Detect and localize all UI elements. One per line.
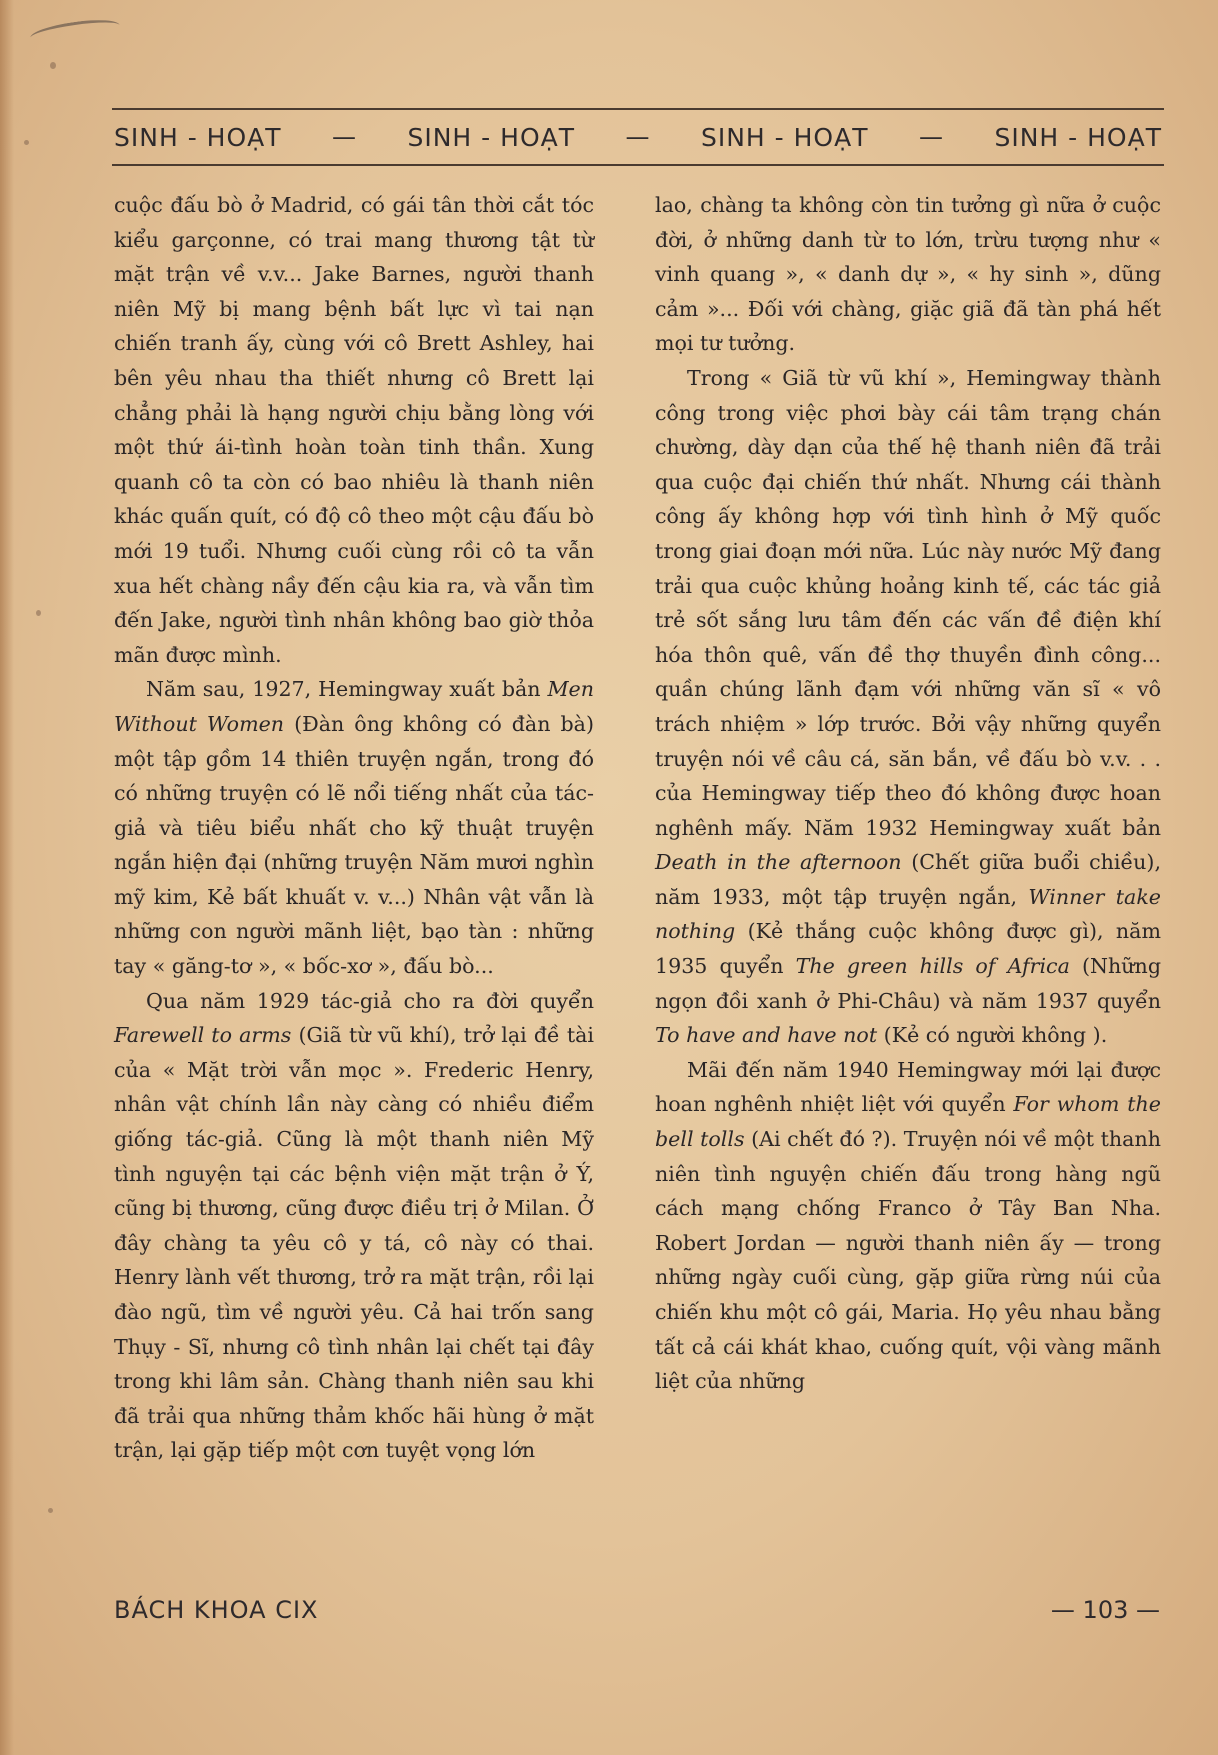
- footer-publication: BÁCH KHOA CIX: [114, 1596, 319, 1624]
- header-section-2: SINH - HOẠT: [407, 122, 575, 152]
- right-paragraph-1: lao, chàng ta không còn tin tưởng gì nữa ở cuộc đời, ở những danh từ to lớn, trừu tượng như « vinh quang », « danh dự », « hy sinh », dũng cảm »... Đối với chàng, giặc giã đã tàn phá hết mọi tư tưởng.: [655, 193, 1161, 356]
- text-run: (Ai chết đó ?). Truyện nói về một thanh niên tình nguyện chiến đấu trong hàng ngũ cách mạng chống Franco ở Tây Ban Nha. Robert Jordan — người thanh niên ấy — trong những ngày cuối cùng, gặp giữa rừng núi của chiến khu một cô gái, Maria. Họ yêu nhau bằng tất cả cái khát khao, cuống quít, vội vàng mãnh liệt của những: [655, 1127, 1161, 1394]
- left-paragraph-1: cuộc đấu bò ở Madrid, có gái tân thời cắt tóc kiểu garçonne, có trai mang thương tật từ mặt trận về v.v... Jake Barnes, người thanh niên Mỹ bị mang bệnh bất lực vì tai nạn chiến tranh ấy, cùng với cô Brett Ashley, hai bên yêu nhau tha thiết nhưng cô Brett lại chẳng phải là hạng người chịu bằng lòng với một thứ ái-tình hoàn toàn tinh thần. Xung quanh cô ta còn có bao nhiêu là thanh niên khác quấn quít, có độ cô theo một cậu đấu bò mới 19 tuổi. Nhưng cuối cùng rồi cô ta vẫn xua hết chàng nầy đến cậu kia ra, và vẫn tìm đến Jake, người tình nhân không bao giờ thỏa mãn được mình.: [114, 193, 594, 667]
- text-run: (Kẻ thắng cuộc không được gì), năm 1935 quyển: [655, 919, 1161, 979]
- header-dash-1: —: [332, 123, 357, 151]
- text-run: (Đàn ông không có đàn bà) một tập gồm 14 thiên truyện ngắn, trong đó có những truyện có lẽ nổi tiếng nhất của tác-giả và tiêu biểu nhất cho kỹ thuật truyện ngắn hiện đại (những truyện Năm mươi nghìn mỹ kim, Kẻ bất khuất v. v...) Nhân vật vẫn là những con người mãnh liệt, bạo tàn : những tay « găng-tơ », « bốc-xơ », đấu bò...: [114, 711, 594, 979]
- paper-speck: [50, 62, 56, 69]
- text-run: Năm sau, 1927, Hemingway xuất bản: [146, 677, 548, 702]
- right-paragraph-3: [655, 1053, 1161, 1399]
- text-run: Trong « Giã từ vũ khí », Hemingway thành công trong việc phơi bày cái tâm trạng chán chường, dày dạn của thế hệ thanh niên đã trải qua cuộc đại chiến thứ nhất. Nhưng cái thành công ấy không hợp với tình hình ở Mỹ quốc trong giai đoạn mới nữa. Lúc này nước Mỹ đang trải qua cuộc khủng hoảng kinh tế, các tác giả trẻ sốt sắng lưu tâm đến các vấn đề điện khí hóa thôn quê, vấn đề thợ thuyền đình công... quần chúng lãnh đạm với những văn sĩ « vô trách nhiệm » lớp trước. Bởi vậy những quyển truyện nói về câu cá, săn bắn, về đấu bò v.v. . . của Hemingway tiếp theo đó không được hoan nghênh mấy. Năm 1932 Hemingway xuất bản: [655, 365, 1161, 840]
- book-title: Men Without Women: [114, 677, 594, 736]
- text-run: (Kẻ có người không ).: [877, 1023, 1108, 1048]
- book-title: For whom the bell tolls: [655, 1092, 1161, 1152]
- paper-stain: [29, 16, 121, 47]
- header-dash-3: —: [918, 123, 944, 151]
- page-edge-shadow: [0, 0, 14, 1755]
- running-header: [112, 108, 1164, 166]
- text-run: (Chết giữa buổi chiều), năm 1933, một tập truyện ngắn,: [655, 850, 1161, 909]
- header-dash-2: —: [625, 123, 651, 151]
- book-title: To have and have not: [655, 1023, 878, 1048]
- left-column: [114, 188, 594, 1468]
- left-paragraph-3: [114, 984, 594, 1468]
- left-paragraph-2: [114, 672, 594, 983]
- header-section-1: SINH - HOẠT: [114, 122, 282, 152]
- text-run: (Những ngọn đồi xanh ở Phi-Châu) và năm 1937 quyển: [655, 954, 1162, 1013]
- text-run: Qua năm 1929 tác-giả cho ra đời quyển: [146, 988, 594, 1013]
- paper-speck: [24, 140, 29, 145]
- text-run: (Giã từ vũ khí), trở lại đề tài của « Mặt trời vẫn mọc ». Frederic Henry, nhân vật chính lần này càng có nhiều điểm giống tác-giả. Cũng là một thanh niên Mỹ tình nguyện tại các bệnh viện mặt trận ở Ý, cũng bị thương, cũng được điều trị ở Milan. Ở đây chàng ta yêu cô y tá, cô này có thai. Henry lành vết thương, trở ra mặt trận, rồi lại đào ngũ, tìm về người yêu. Cả hai trốn sang Thụy - Sĩ, nhưng cô tình nhân lại chết tại đây trong khi lâm sản. Chàng thanh niên sau khi đã trải qua những thảm khốc hãi hùng ở mặt trận, lại gặp tiếp một cơn tuyệt vọng lớn: [114, 1023, 594, 1463]
- right-paragraph-2: [655, 361, 1161, 1053]
- paper-speck: [36, 610, 41, 616]
- text-run: Mãi đến năm 1940 Hemingway mới lại được hoan nghênh nhiệt liệt với quyển: [655, 1057, 1161, 1117]
- header-section-4: SINH - HOẠT: [994, 122, 1162, 152]
- paper-speck: [48, 1508, 53, 1513]
- header-section-3: SINH - HOẠT: [700, 122, 869, 152]
- right-column: [655, 188, 1161, 1399]
- book-title: Winner take nothing: [655, 884, 1161, 944]
- book-title: Farewell to arms: [114, 1023, 292, 1048]
- book-title: Death in the afternoon: [655, 850, 902, 875]
- page-number: — 103 —: [1050, 1596, 1160, 1624]
- book-title: The green hills of Africa: [795, 954, 1070, 979]
